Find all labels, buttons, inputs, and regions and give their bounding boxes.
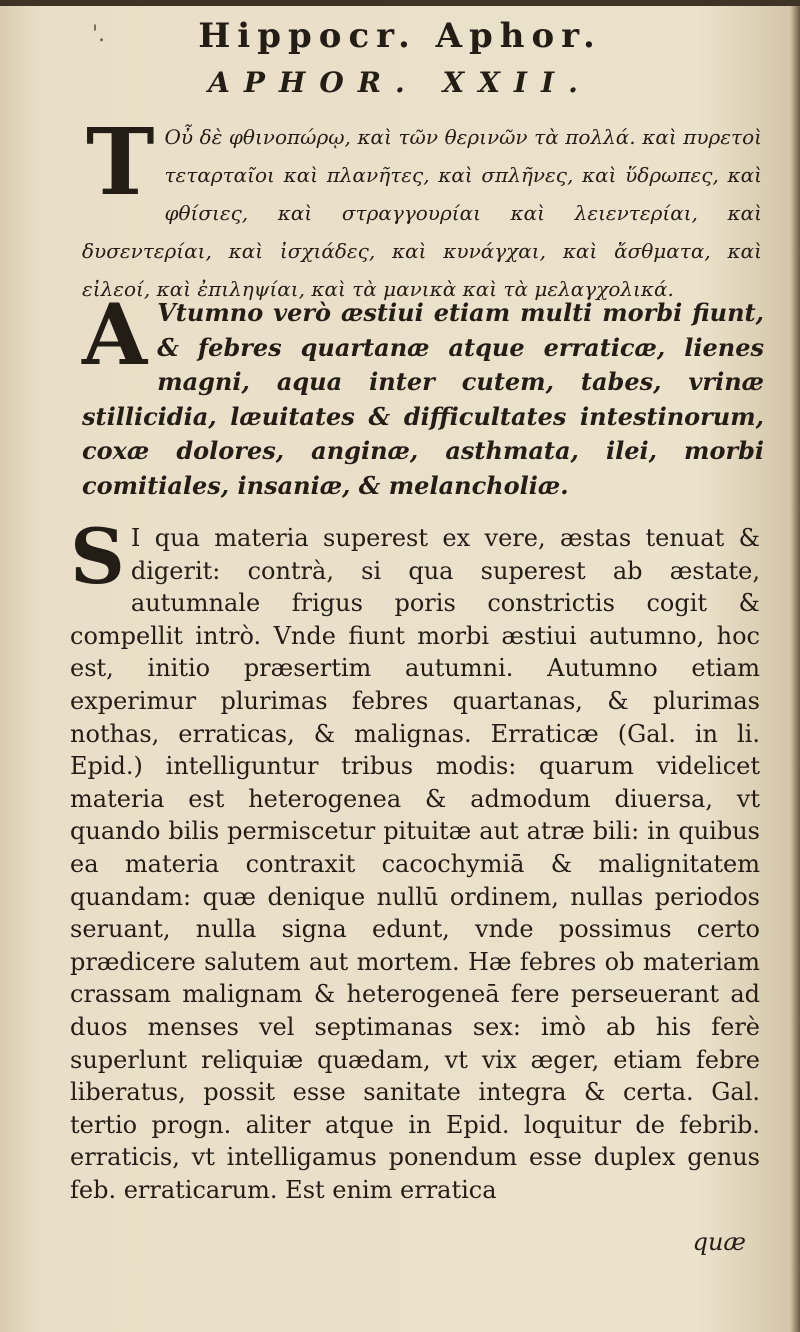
greek-aphorism [82,108,762,308]
greek-text: Οὖ δὲ φθινοπώρῳ, καὶ τῶν θερινῶν τὰ πολλά. καὶ πυρετοὶ τεταρταῖοι καὶ πλανῆτες, καὶ σπλῆνες, καὶ ὕδρωπες, καὶ φθίσιες, καὶ στραγγουρίαι καὶ λειεντερίαι, καὶ δυσεντερίαι, καὶ ἰσχιάδες, καὶ κυνάγχαι, καὶ ἄσθματα, καὶ εἰλεοί, καὶ ἐπιληψίαι, καὶ τὰ μανικὰ καὶ τὰ μελαγχολικά. [82,125,762,301]
commentary [70,512,760,1206]
running-head: Hippocr. Aphor. [198,16,602,56]
aphorism-title: APHOR. XXII. [208,66,592,99]
latin-text: Vtumno verò æstiui etiam multi morbi fiunt, & febres quartanæ atque erraticæ, lienes magni, aqua inter cutem, tabes, vrinæ stillicidia, læuitates & difficultates intestinorum, coxæ dolores, anginæ, asthmata, ilei, morbi comitiales, insaniæ, & melancholiæ. [82,298,764,500]
page-top-edge [0,0,800,6]
latin-aphorism [82,285,764,503]
commentary-text: I qua materia superest ex vere, æstas tenuat & digerit: contrà, si qua superest ab æstate, autumnale frigus poris constrictis cogit & compellit intrò. Vnde fiunt morbi æstiui autumno, hoc est, initio præsertim autumni. Autumno etiam experimur plurimas febres quartanas, & plurimas nothas, erraticas, & malignas. Erraticæ (Gal. in li. Epid.) intelliguntur tribus modis: quarum videlicet materia est heterogenea & admodum diuersa, vt quando bilis permiscetur pituitæ aut atræ bili: in quibus ea materia contraxit cacochymiā & malignitatem quandam: quæ denique nullū ordinem, nullas periodos seruant, nulla signa edunt, vnde possimus certo prædicere salutem aut mortem. Hæ febres ob materiam crassam malignam & heterogeneā fere perseuerant ad duos menses vel septimanas sex: imò ab his ferè superlunt reliquiæ quædam, vt vix æger, etiam febre liberatus, possit esse sanitate integra & certa. Gal. tertio progn. aliter atque in Epid. loquitur de febrib. erraticis, vt intelligamus ponendum esse duplex genus feb. erraticarum. Est enim erratica [70,524,760,1204]
latin-dropcap: A [82,285,148,384]
catchword: quæ [692,1228,746,1256]
greek-dropcap: T [86,108,155,216]
commentary-dropcap: S [70,512,125,601]
page-marks: '. [92,22,106,47]
